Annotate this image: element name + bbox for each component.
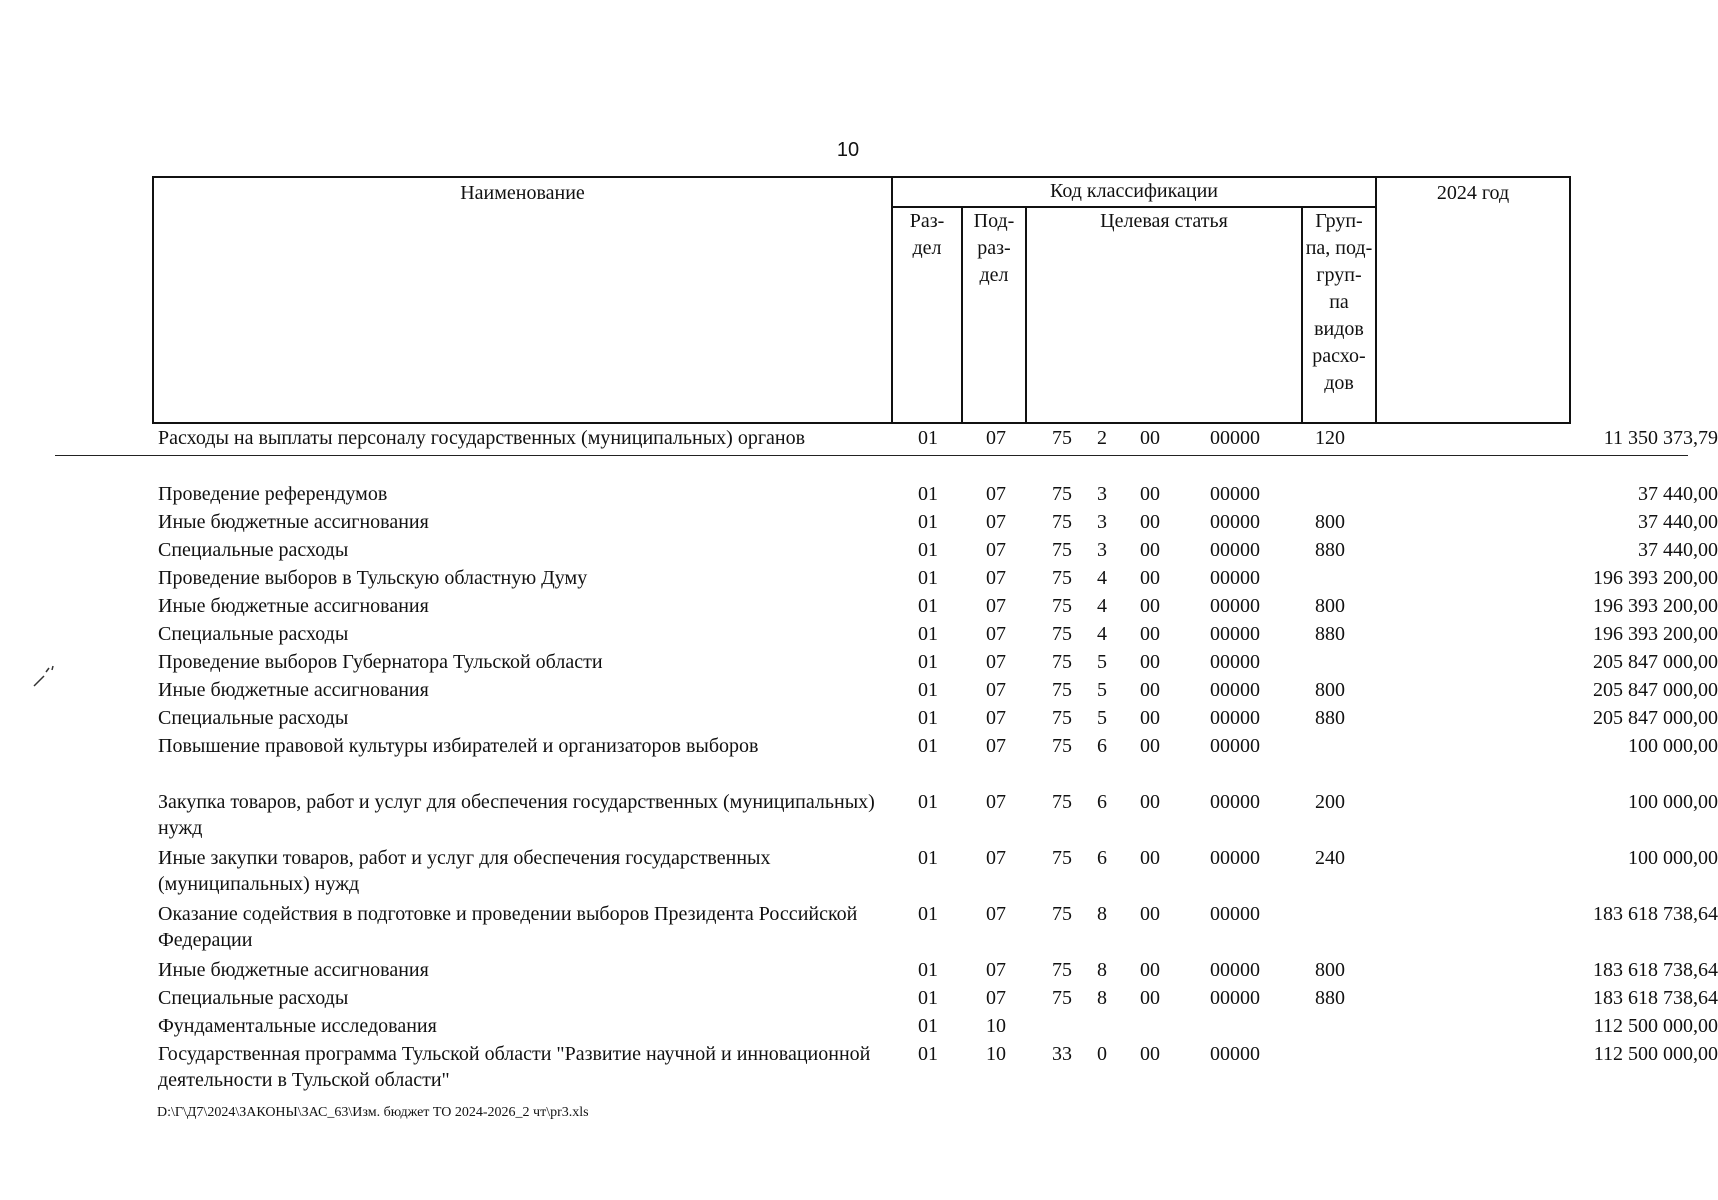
row-amount: 100 000,00 [1628, 847, 1718, 869]
row-target-2: 3 [1097, 539, 1107, 561]
row-podrazdel: 07 [986, 903, 1006, 925]
row-name: Специальные расходы [158, 707, 349, 729]
row-name: Специальные расходы [158, 539, 349, 561]
row-target-4: 00000 [1210, 679, 1260, 701]
row-target-2: 4 [1097, 623, 1107, 645]
row-podrazdel: 07 [986, 791, 1006, 813]
row-target-2: 5 [1097, 651, 1107, 673]
row-group: 120 [1315, 427, 1345, 449]
row-target-3: 00 [1140, 623, 1160, 645]
row-target-2: 5 [1097, 707, 1107, 729]
row-amount: 37 440,00 [1638, 483, 1718, 505]
row-group: 800 [1315, 595, 1345, 617]
row-target-2: 6 [1097, 847, 1107, 869]
row-name: Специальные расходы [158, 623, 349, 645]
row-target-1: 33 [1052, 1043, 1072, 1065]
row-target-1: 75 [1052, 959, 1072, 981]
footer-file-path: D:\Г\Д7\2024\ЗАКОНЫ\ЗАС_63\Изм. бюджет ТО 2024-2026_2 чт\pr3.xls [157, 1105, 589, 1120]
row-target-2: 8 [1097, 987, 1107, 1009]
row-name: Государственная программа Тульской области "Развитие научной и инновационной деятельности в Тульской области" [158, 1043, 871, 1091]
row-name: Проведение выборов Губернатора Тульской области [158, 651, 603, 673]
row-target-1: 75 [1052, 707, 1072, 729]
row-target-3: 00 [1140, 483, 1160, 505]
row-amount: 205 847 000,00 [1593, 651, 1718, 673]
row-target-4: 00000 [1210, 567, 1260, 589]
row-group: 880 [1315, 539, 1345, 561]
row-podrazdel: 07 [986, 707, 1006, 729]
row-target-4: 00000 [1210, 595, 1260, 617]
row-razdel: 01 [918, 651, 938, 673]
row-target-3: 00 [1140, 791, 1160, 813]
row-podrazdel: 07 [986, 595, 1006, 617]
row-target-1: 75 [1052, 427, 1072, 449]
row-target-4: 00000 [1210, 791, 1260, 813]
row-razdel: 01 [918, 595, 938, 617]
row-target-2: 3 [1097, 483, 1107, 505]
row-name: Иные бюджетные ассигнования [158, 959, 429, 981]
row-podrazdel: 07 [986, 847, 1006, 869]
row-target-2: 2 [1097, 427, 1107, 449]
row-group: 880 [1315, 623, 1345, 645]
row-group: 240 [1315, 847, 1345, 869]
page-number: 10 [836, 139, 860, 161]
row-target-4: 00000 [1210, 483, 1260, 505]
row-amount: 196 393 200,00 [1593, 595, 1718, 617]
row-razdel: 01 [918, 735, 938, 757]
row-group: 800 [1315, 959, 1345, 981]
header-podrazdel-cell [961, 206, 1027, 424]
row-group: 800 [1315, 679, 1345, 701]
row-razdel: 01 [918, 707, 938, 729]
header-name-cell [152, 176, 893, 424]
row-target-3: 00 [1140, 567, 1160, 589]
row-podrazdel: 10 [986, 1043, 1006, 1065]
header-podrazdel: Под- раз- дел [973, 210, 1015, 286]
row-name: Иные бюджетные ассигнования [158, 511, 429, 533]
margin-scribble-mark [30, 660, 60, 690]
row-target-2: 5 [1097, 679, 1107, 701]
row-target-2: 4 [1097, 595, 1107, 617]
row-amount: 37 440,00 [1638, 511, 1718, 533]
header-expense-group: Груп- па, под- груп- па видов расхо- дов [1305, 210, 1373, 394]
row-amount: 196 393 200,00 [1593, 623, 1718, 645]
row-target-3: 00 [1140, 595, 1160, 617]
row-target-3: 00 [1140, 959, 1160, 981]
row-amount: 37 440,00 [1638, 539, 1718, 561]
row-target-1: 75 [1052, 903, 1072, 925]
header-target-article: Целевая статья [1100, 210, 1228, 232]
row-target-3: 00 [1140, 679, 1160, 701]
row-razdel: 01 [918, 623, 938, 645]
row-group: 880 [1315, 707, 1345, 729]
row-podrazdel: 10 [986, 1015, 1006, 1037]
row-name: Закупка товаров, работ и услуг для обеспечения государственных (муниципальных) нужд [158, 791, 875, 839]
header-razdel: Раз- дел [909, 210, 945, 259]
row-target-1: 75 [1052, 987, 1072, 1009]
row-target-1: 75 [1052, 567, 1072, 589]
row-target-1: 75 [1052, 623, 1072, 645]
header-target-article-cell [1025, 206, 1303, 424]
row-target-2: 8 [1097, 903, 1107, 925]
row-target-3: 00 [1140, 707, 1160, 729]
row-target-4: 00000 [1210, 651, 1260, 673]
row-target-3: 00 [1140, 651, 1160, 673]
row-target-1: 75 [1052, 595, 1072, 617]
row-target-4: 00000 [1210, 903, 1260, 925]
row-podrazdel: 07 [986, 427, 1006, 449]
row-amount: 205 847 000,00 [1593, 707, 1718, 729]
header-name: Наименование [460, 182, 585, 204]
row-amount: 112 500 000,00 [1593, 1015, 1718, 1037]
row-name: Иные бюджетные ассигнования [158, 595, 429, 617]
header-year: 2024 год [1436, 182, 1510, 204]
row-group: 880 [1315, 987, 1345, 1009]
header-razdel-cell [891, 206, 963, 424]
row-target-3: 00 [1140, 987, 1160, 1009]
row-podrazdel: 07 [986, 735, 1006, 757]
row-razdel: 01 [918, 987, 938, 1009]
header-code-cell [891, 176, 1377, 208]
row-razdel: 01 [918, 483, 938, 505]
row-target-4: 00000 [1210, 623, 1260, 645]
row-amount: 100 000,00 [1628, 735, 1718, 757]
row-name: Иные бюджетные ассигнования [158, 679, 429, 701]
row-target-4: 00000 [1210, 511, 1260, 533]
row-amount: 112 500 000,00 [1593, 1043, 1718, 1065]
row-target-4: 00000 [1210, 987, 1260, 1009]
row-razdel: 01 [918, 539, 938, 561]
row-target-1: 75 [1052, 791, 1072, 813]
row-podrazdel: 07 [986, 483, 1006, 505]
row-target-3: 00 [1140, 903, 1160, 925]
row-name: Проведение референдумов [158, 483, 388, 505]
row-target-1: 75 [1052, 651, 1072, 673]
row-group: 200 [1315, 791, 1345, 813]
row-name: Повышение правовой культуры избирателей и организаторов выборов [158, 735, 759, 757]
row-target-4: 00000 [1210, 959, 1260, 981]
row-name: Иные закупки товаров, работ и услуг для обеспечения государственных (муниципальных) нужд [158, 847, 771, 895]
row-razdel: 01 [918, 679, 938, 701]
row-name: Оказание содействия в подготовке и проведении выборов Президента Российской Федерации [158, 903, 858, 951]
row-target-4: 00000 [1210, 707, 1260, 729]
row-target-4: 00000 [1210, 847, 1260, 869]
row-razdel: 01 [918, 1015, 938, 1037]
row-target-1: 75 [1052, 483, 1072, 505]
row-target-1: 75 [1052, 539, 1072, 561]
row-target-4: 00000 [1210, 1043, 1260, 1065]
header-year-cell [1375, 176, 1571, 424]
row-target-1: 75 [1052, 735, 1072, 757]
row-razdel: 01 [918, 1043, 938, 1065]
row-target-4: 00000 [1210, 539, 1260, 561]
row-razdel: 01 [918, 903, 938, 925]
row-razdel: 01 [918, 791, 938, 813]
header-classification-code: Код классификации [1049, 180, 1219, 202]
row-target-2: 0 [1097, 1043, 1107, 1065]
row-target-1: 75 [1052, 679, 1072, 701]
row-target-2: 4 [1097, 567, 1107, 589]
row-podrazdel: 07 [986, 959, 1006, 981]
row-target-2: 8 [1097, 959, 1107, 981]
row-amount: 196 393 200,00 [1593, 567, 1718, 589]
row-name: Специальные расходы [158, 987, 349, 1009]
row-target-2: 6 [1097, 735, 1107, 757]
header-expense-group-cell [1301, 206, 1377, 424]
row-razdel: 01 [918, 959, 938, 981]
row-target-3: 00 [1140, 511, 1160, 533]
row-podrazdel: 07 [986, 987, 1006, 1009]
row-podrazdel: 07 [986, 567, 1006, 589]
row-target-3: 00 [1140, 1043, 1160, 1065]
row-target-1: 75 [1052, 847, 1072, 869]
row-target-1: 75 [1052, 511, 1072, 533]
row-amount: 183 618 738,64 [1593, 987, 1718, 1009]
row-razdel: 01 [918, 511, 938, 533]
row-amount: 100 000,00 [1628, 791, 1718, 813]
row-amount: 205 847 000,00 [1593, 679, 1718, 701]
row-amount: 11 350 373,79 [1603, 427, 1718, 449]
row-razdel: 01 [918, 567, 938, 589]
row-target-3: 00 [1140, 735, 1160, 757]
row-target-4: 00000 [1210, 735, 1260, 757]
row-target-3: 00 [1140, 847, 1160, 869]
row-name: Фундаментальные исследования [158, 1015, 437, 1037]
row-amount: 183 618 738,64 [1593, 959, 1718, 981]
row-target-3: 00 [1140, 427, 1160, 449]
row-amount: 183 618 738,64 [1593, 903, 1718, 925]
row-name: Проведение выборов в Тульскую областную Думу [158, 567, 588, 589]
row-podrazdel: 07 [986, 511, 1006, 533]
row-target-2: 6 [1097, 791, 1107, 813]
row-razdel: 01 [918, 847, 938, 869]
row-target-4: 00000 [1210, 427, 1260, 449]
row-podrazdel: 07 [986, 679, 1006, 701]
row-podrazdel: 07 [986, 651, 1006, 673]
row-target-2: 3 [1097, 511, 1107, 533]
row-name: Расходы на выплаты персоналу государственных (муниципальных) органов [158, 427, 806, 449]
row-razdel: 01 [918, 427, 938, 449]
row-podrazdel: 07 [986, 623, 1006, 645]
row-target-3: 00 [1140, 539, 1160, 561]
row-podrazdel: 07 [986, 539, 1006, 561]
row-group: 800 [1315, 511, 1345, 533]
cut-line [55, 455, 1688, 456]
